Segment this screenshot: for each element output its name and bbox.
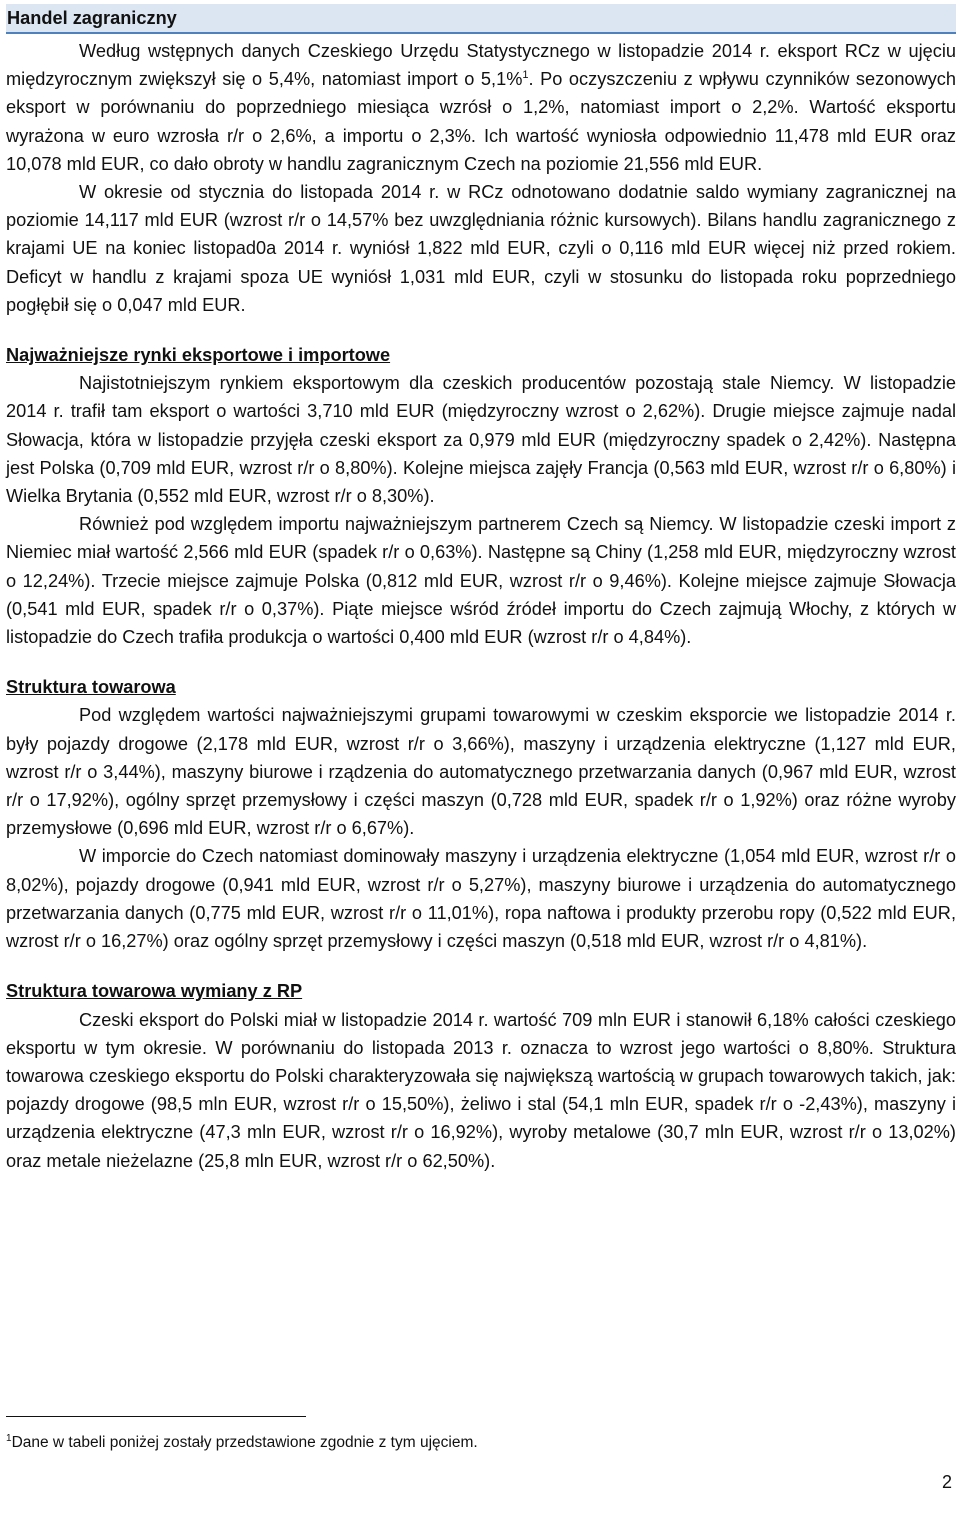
paragraph-text: . Po oczyszczeniu z wpływu czynników sezonowych eksport w porównaniu do poprzedniego miesiąca wzrósł o 1,2%, natomiast import o 2,2%. Wartość eksportu wyrażona w euro wzrosła r/r o 2,6%, a importu o 2,3%. Ich wartość wyniosła odpowiednio 11,478 mld EUR oraz 10,078 mld EUR, co dało obroty w handlu zagranicznym Czech na poziomie 21,556 mld EUR. — [6, 69, 957, 174]
footnote-text: Dane w tabeli poniżej zostały przedstawione zgodnie z tym ujęciem. — [11, 1434, 478, 1451]
paragraph-import-commodities: W imporcie do Czech natomiast dominowały maszyny i urządzenia elektryczne (1,054 mld EUR, wzrost r/r o 8,02%), pojazdy drogowe (0,941 mld EUR, wzrost r/r o 5,27%), maszyny biurowe i urządzenia do automatycznego przetwarzania danych (0,775 mld EUR, wzrost r/r o 11,01%), ropa naftowa i produkty przerobu ropy (0,522 mld EUR, wzrost r/r o 16,27%) oraz ogólny sprzęt przemysłowy i części maszyn (0,518 mld EUR, wzrost r/r o 4,81%). — [6, 846, 956, 952]
footnote — [6, 1432, 478, 1454]
footnote-separator — [6, 1416, 306, 1417]
section-heading-markets: Najważniejsze rynki eksportowe i importowe — [6, 345, 391, 366]
paragraph-import-markets: Również pod względem importu najważniejszym partnerem Czech są Niemcy. W listopadzie czeski import z Niemiec miał wartość 2,566 mld EUR (spadek r/r o 0,63%). Następne są Chiny (1,258 mld EUR, międzyroczny wzrost o 12,24%). Trzecie miejsce zajmuje Polska (0,812 mld EUR, wzrost r/r o 9,46%). Kolejne miejsce zajmuje Słowacja (0,541 mld EUR, spadek r/r o 0,37%). Piąte miejsce wśród źródeł importu do Czech zajmują Włochy, z których w listopadzie do Czech trafiła produkcja o wartości 0,400 mld EUR (wzrost r/r o 4,84%). — [6, 514, 956, 648]
paragraph-export-markets: Najistotniejszym rynkiem eksportowym dla czeskich producentów pozostają stale Niemcy. W listopadzie 2014 r. trafił tam eksport o wartości 3,710 mld EUR (międzyroczny wzrost o 2,62%). Drugie miejsce zajmuje nadal Słowacja, która w listopadzie przyjęła czeski eksport za 0,979 mld EUR (międzyroczny spadek o 2,42%). Następna jest Polska (0,709 mld EUR, wzrost r/r o 8,80%). Kolejne miejsca zajęły Francja (0,563 mld EUR, wzrost r/r o 6,80%) i Wielka Brytania (0,552 mld EUR, wzrost r/r o 8,30%). — [6, 373, 956, 507]
paragraph-trade-overview — [6, 37, 956, 178]
paragraph-text: Według wstępnych danych Czeskiego Urzędu Statystycznego w listopadzie 2014 r. eksport RCz w ujęciu międzyrocznym zwiększył się o 5,4%, natomiast import o 5,1% — [6, 41, 956, 90]
section-title-handel-zagraniczny — [6, 4, 956, 34]
paragraph-trade-balance: W okresie od stycznia do listopada 2014 r. w RCz odnotowano dodatnie saldo wymiany zagranicznej na poziomie 14,117 mld EUR (wzrost r/r o 14,57% bez uwzględniania różnic kursowych). Bilans handlu zagranicznego z krajami UE na koniec listopad0a 2014 r. wyniósł 1,822 mld EUR, czyli o 0,116 mld EUR więcej niż przed rokiem. Deficyt w handlu z krajami spoza UE wyniósł 1,031 mld EUR, czyli w stosunku do listopada roku poprzedniego pogłębił się o 0,047 mld EUR. — [6, 182, 956, 315]
footnote-reference[interactable]: 1 — [522, 69, 529, 82]
paragraph-export-commodities: Pod względem wartości najważniejszymi grupami towarowymi w czeskim eksporcie we listopadzie 2014 r. były pojazdy drogowe (2,178 mld EUR, wzrost r/r o 3,66%), maszyny i urządzenia elektryczne (1,127 mld EUR, wzrost r/r o 3,44%), maszyny biurowe i rządzenia do automatycznego przetwarzania danych (0,967 mld EUR, wzrost r/r o 17,92%), ogólny sprzęt przemysłowy i części maszyn (0,728 mld EUR, spadek r/r o 1,92%) oraz różne wyroby przemysłowe (0,696 mld EUR, wzrost r/r o 6,67%). — [6, 705, 956, 839]
document-page — [6, 0, 956, 1175]
section-heading-trade-with-poland: Struktura towarowa wymiany z RP — [6, 981, 303, 1002]
page-number: 2 — [941, 1472, 952, 1492]
section-heading-commodity-structure: Struktura towarowa — [6, 677, 176, 698]
paragraph-export-to-poland: Czeski eksport do Polski miał w listopadzie 2014 r. wartość 709 mln EUR i stanowił 6,18% całości czeskiego eksportu w tym okresie. W porównaniu do listopada 2013 r. oznacza to wzrost jego wartości o 8,80%. Struktura towarowa czeskiego eksportu do Polski charakteryzowała się największą wartością w grupach towarowych takich, jak: pojazdy drogowe (98,5 mln EUR, wzrost r/r o 15,50%), żeliwo i stal (54,1 mln EUR, spadek r/r o -2,43%), maszyny i urządzenia elektryczne (47,3 mln EUR, wzrost r/r o 16,92%), wyroby metalowe (30,7 mln EUR, wzrost r/r o 13,02%) oraz metale nieżelazne (25,8 mln EUR, wzrost r/r o 62,50%). — [6, 1009, 956, 1171]
section-title-text: Handel zagraniczny — [7, 8, 177, 28]
footnote-marker: 1 — [6, 1432, 12, 1444]
